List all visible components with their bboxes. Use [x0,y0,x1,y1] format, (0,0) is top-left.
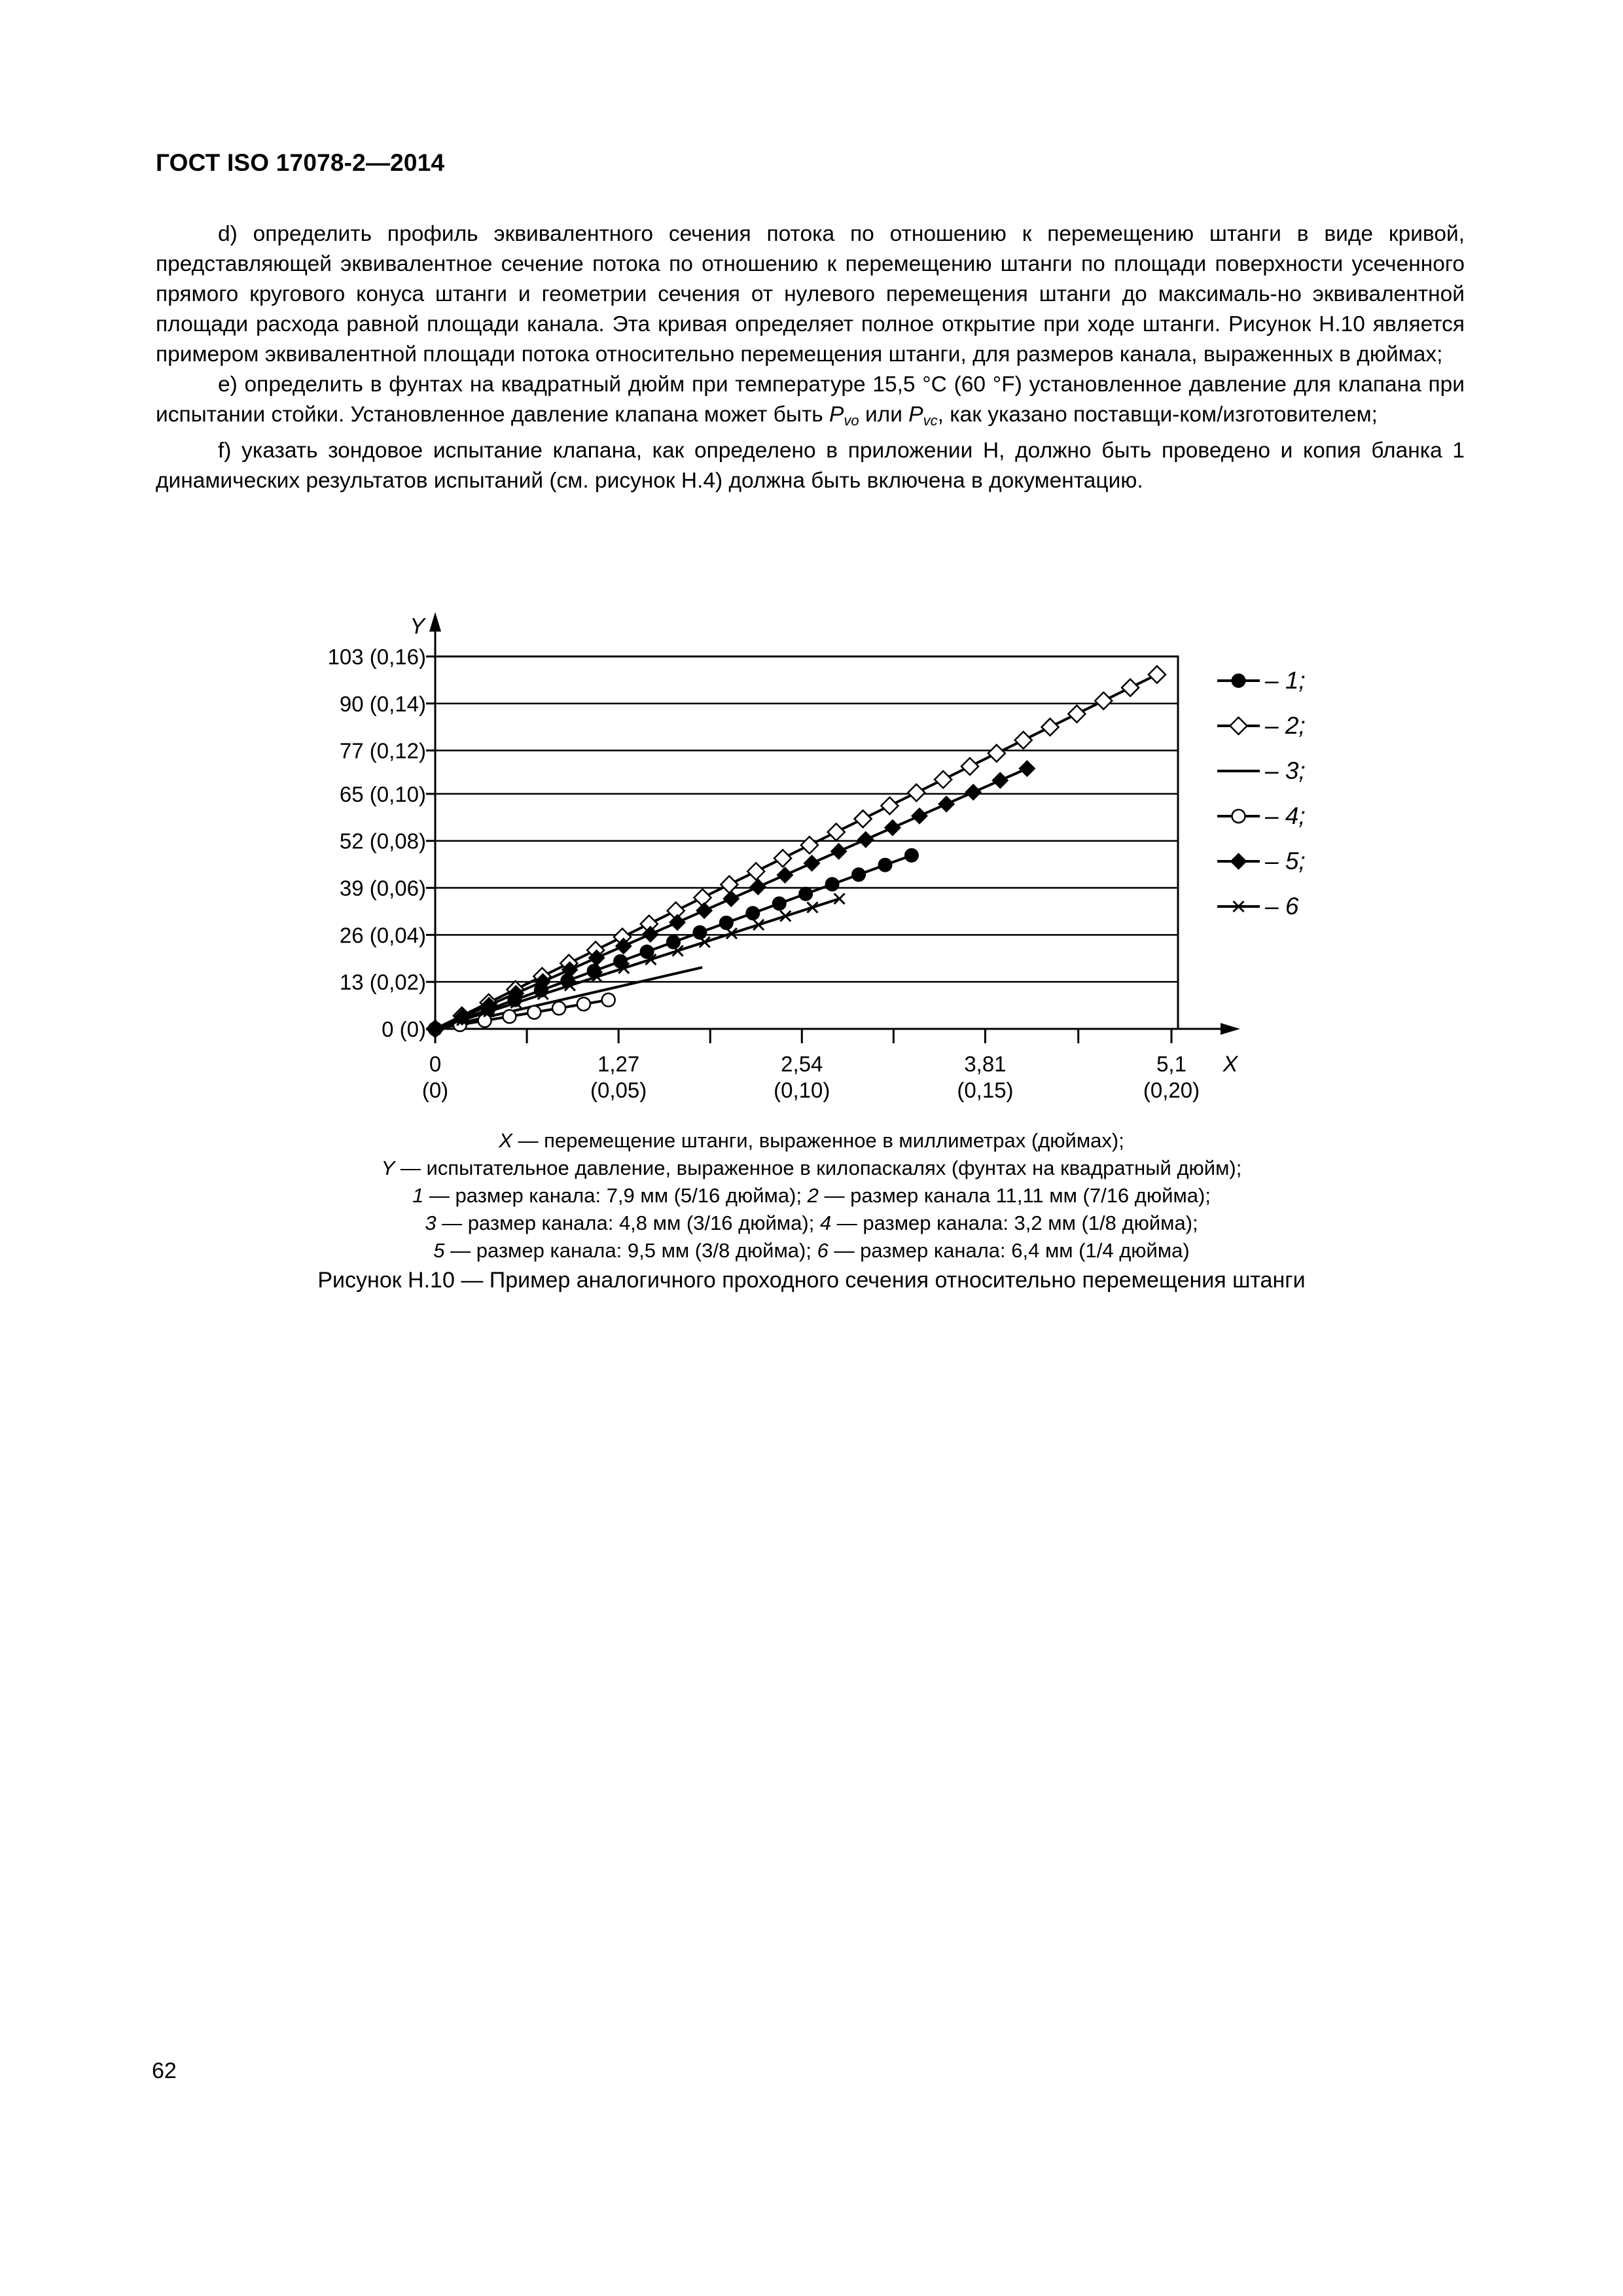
y-tick-label: 77 (0,12) [339,738,426,763]
data-point [851,867,866,882]
data-point [911,808,928,825]
data-point [991,772,1008,789]
x-tick-label: 5,1 [1156,1052,1186,1076]
data-point [772,896,787,910]
page-number: 62 [152,2058,177,2083]
legend-item-1 [1217,667,1306,694]
legend-item-6 [1217,893,1299,920]
document-header: ГОСТ ISO 17078-2—2014 [156,149,445,176]
paragraph-e-text-1: e) определить в фунтах на квадратный дюйм при температуре 15,5 °С (60 °F) установленное давление для клапана при испытании стойки. Установленное давление клапана может быть [156,372,1465,427]
x-tick-label: 1,27 [597,1052,640,1076]
legend-item-5 [1217,848,1306,874]
legend-label: – 3; [1265,757,1306,784]
data-point [774,850,791,867]
data-point [855,810,872,827]
data-point [696,902,713,919]
data-point [1149,666,1166,683]
caption-x-var: X [499,1129,512,1152]
data-point [825,877,840,891]
x-axis-arrow [1221,1023,1240,1035]
legend-label: – 1; [1265,667,1306,694]
data-point [884,819,901,836]
x-tick-sublabel: (0,20) [1143,1078,1200,1102]
data-point [935,771,952,788]
data-point [801,836,818,853]
y-tick-label: 26 (0,04) [339,923,426,948]
series-5 [427,760,1035,1037]
data-point [1042,719,1059,736]
data-point [719,916,734,930]
pressure-symbol-2: P [908,403,923,427]
x-tick-label: 3,81 [964,1052,1007,1076]
y-tick-label: 103 (0,16) [327,645,426,669]
caption-series-number: 4 [819,1211,832,1234]
data-point [721,876,738,893]
x-tick-sublabel: (0) [421,1078,449,1102]
caption-line-series-5-6 [0,1237,1623,1265]
x-tick-label: 0 [429,1052,442,1076]
caption-y-text: — испытательное давление, выраженное в килопаскалях (фунтах на квадратный дюйм); [395,1157,1242,1179]
x-tick-sublabel: (0,10) [774,1078,830,1102]
legend-label: – 2; [1265,712,1306,739]
caption-x-text: — перемещение штанги, выраженное в миллиметрах (дюймах); [512,1129,1124,1152]
legend-label: – 6 [1265,893,1299,920]
y-axis-label: Y [410,614,425,639]
data-point [878,858,893,872]
y-tick-label: 13 (0,02) [339,970,426,995]
caption-series-text: — размер канала 11,11 мм (7/16 дюйма); [818,1184,1211,1207]
paragraph-e-text-3: , как указано поставщи-ком/изготовителем; [937,403,1378,427]
legend-marker [1232,673,1246,688]
data-point [1122,679,1139,696]
data-point [503,1010,516,1023]
paragraph-d: d) определить профиль эквивалентного сечения потока по отношению к перемещению штанги в виде кривой, представляющей эквивалентное сечение потока по отношению к перемещению штанги по площади поверхности усеченного прямого кругового конуса штанги и геометрии сечения от нулевого перемещения штанги до максималь-но эквивалентной площади расхода равной площади канала. Эта кривая определяет полное открытие при ходе штанги. Рисунок Н.10 является примером эквивалентной площади потока относительно перемещения штанги, для размеров канала, выраженных в дюймах; [156,222,1465,367]
data-point [552,1001,565,1014]
y-tick-label: 0 (0) [382,1017,426,1041]
data-point [965,783,982,800]
data-point [828,823,845,840]
data-point [908,784,925,801]
caption-series-text: — размер канала: 3,2 мм (1/8 дюйма); [831,1211,1198,1234]
legend-item-4 [1217,802,1306,829]
data-point [961,758,978,775]
series-line [435,899,840,1029]
y-tick-label: 39 (0,06) [339,876,426,901]
caption-series-number: 3 [425,1211,437,1234]
caption-line-x [0,1127,1623,1155]
x-axis-label: X [1222,1052,1238,1077]
data-point [830,843,847,860]
data-point [749,878,766,895]
data-point [798,887,813,901]
y-tick-label: 52 (0,08) [339,829,426,853]
caption-series-text: — размер канала: 6,4 мм (1/4 дюйма) [828,1239,1190,1262]
legend-marker [1230,853,1247,870]
caption-series-number: 1 [412,1184,424,1207]
legend-item-2 [1217,712,1306,739]
legend-marker [1230,717,1247,734]
x-tick-sublabel: (0,05) [590,1078,647,1102]
legend-label: – 5; [1265,848,1306,874]
data-point [577,997,590,1011]
data-point [527,1006,541,1019]
x-tick-sublabel: (0,15) [957,1078,1014,1102]
pressure-subscript-1: vo [844,412,859,429]
caption-line-y [0,1155,1623,1182]
paragraph-f: f) указать зондовое испытание клапана, как определено в приложении Н, должно быть проведено и копия бланка 1 динамических результатов испытаний (см. рисунок Н.4) должна быть включена в документацию. [156,439,1465,493]
data-point [881,797,898,814]
data-point [747,863,764,880]
legend-label: – 4; [1265,802,1306,829]
x-tick-label: 2,54 [781,1052,823,1076]
data-point [1095,692,1112,709]
data-point [1015,732,1032,749]
data-point [904,848,919,863]
data-point [602,994,615,1007]
caption-series-text: — размер канала: 9,5 мм (3/8 дюйма); [444,1239,817,1262]
data-point [938,795,955,812]
data-point [722,890,740,907]
caption-series-number: 2 [807,1184,819,1207]
figure-title: Рисунок Н.10 — Пример аналогичного проходного сечения относительно перемещения штанги [317,1268,1306,1293]
legend-item-3 [1217,757,1306,784]
caption-line-series-1-2 [0,1182,1623,1210]
data-point [694,889,711,906]
caption-line-series-3-4 [0,1210,1623,1237]
data-point [745,906,760,920]
caption-y-var: Y [381,1157,395,1179]
data-point [669,914,686,931]
caption-series-text: — размер канала: 7,9 мм (5/16 дюйма); [423,1184,808,1207]
y-axis-arrow [429,612,441,632]
y-tick-label: 65 (0,10) [339,781,426,806]
data-point [988,745,1005,762]
caption-series-number: 5 [433,1239,445,1262]
pressure-symbol-1: P [829,403,844,427]
caption-series-number: 6 [817,1239,829,1262]
pressure-subscript-2: vc [923,412,938,429]
legend-marker [1232,810,1245,823]
data-point [1018,760,1035,777]
paragraph-e-text-2: или [859,403,909,427]
data-point [804,855,821,872]
data-point [776,867,793,884]
caption-series-text: — размер канала: 4,8 мм (3/16 дюйма); [436,1211,820,1234]
data-point [857,831,874,848]
y-tick-label: 90 (0,14) [339,691,426,716]
data-point [1068,706,1085,723]
